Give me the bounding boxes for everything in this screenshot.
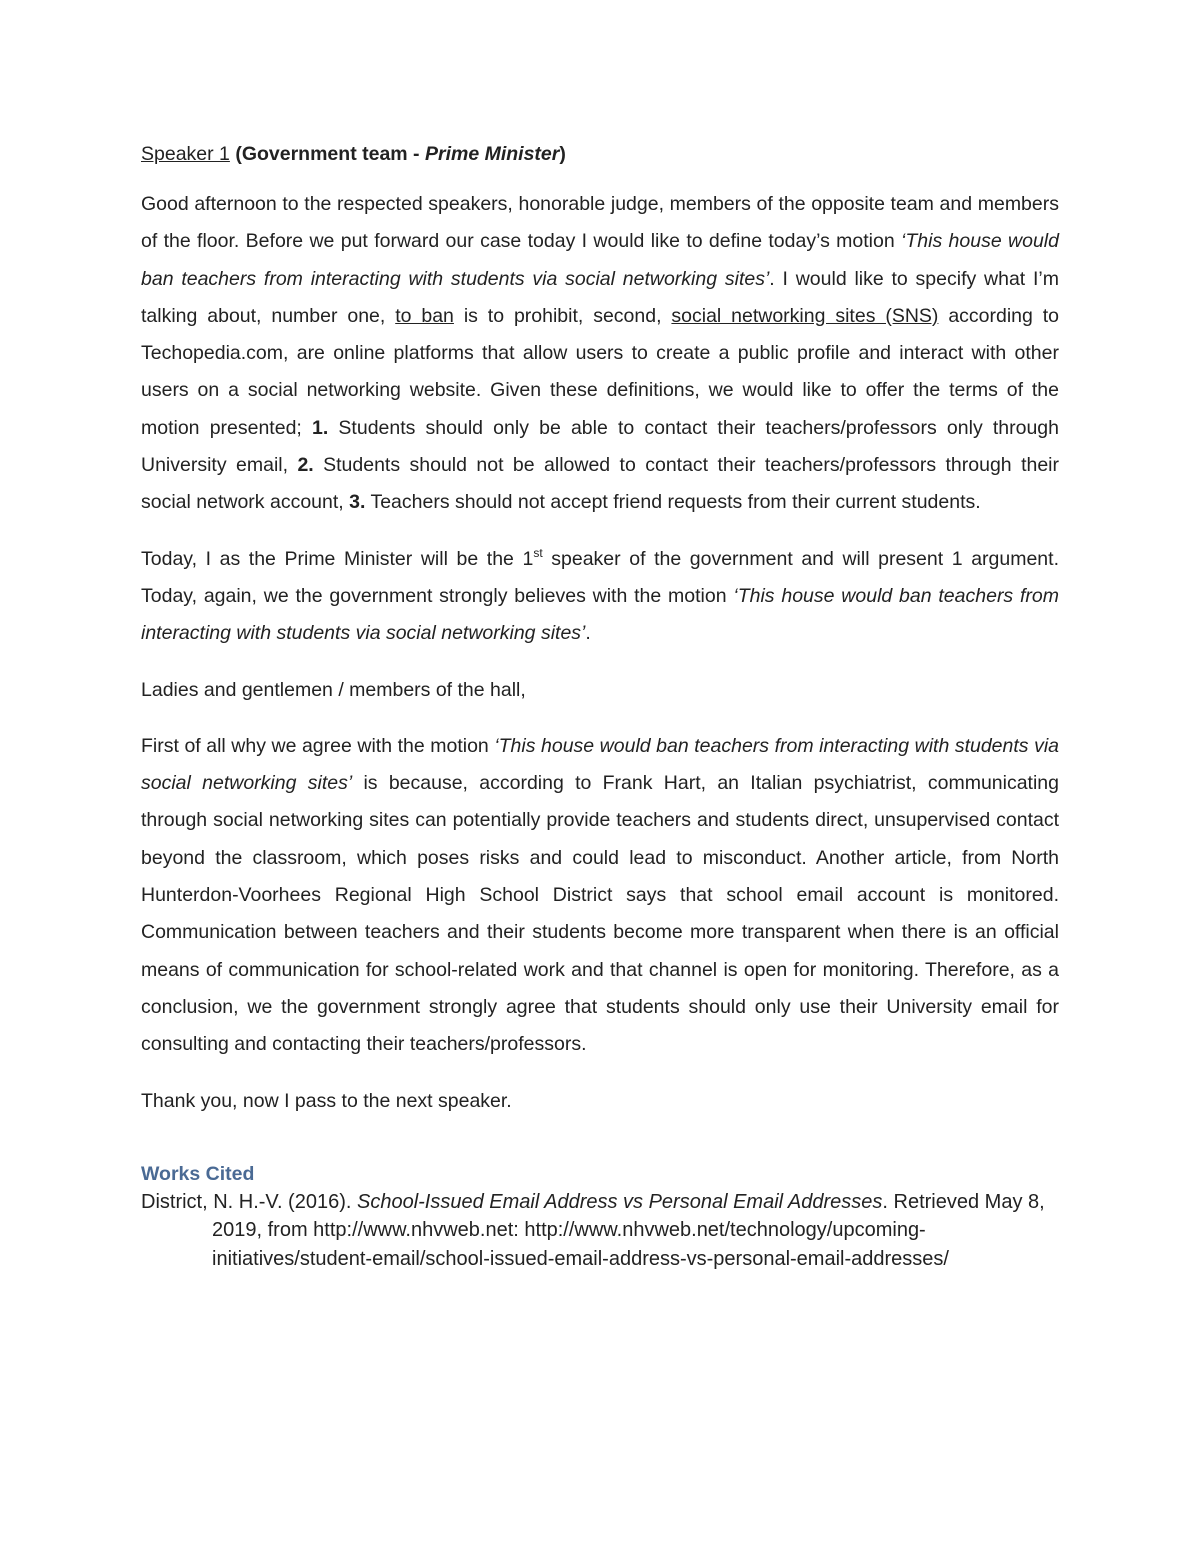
argument-paragraph: First of all why we agree with the motion ‘This house would ban teachers from interacting with students via social networking sites’ is because, according to Frank Hart, an Italian psychiatrist, communicating through social networking sites can potentially provide teachers and students direct, unsupervised contact beyond the classroom, which poses risks and could lead to misconduct. Another article, from North Hunterdon-Voorhees Regional High School District says that school email account is monitored. Communication between teachers and their students become more transparent when there is an official means of communication for school-related work and that channel is open for monitoring. Therefore, as a conclusion, we the government strongly agree that students should only use their University email for consulting and contacting their teachers/professors. <box>141 734 1060 1056</box>
motion-quote: ‘This house would ban teachers from interacting with students via social networking sites’ <box>141 584 1059 645</box>
address-paragraph: Ladies and gentlemen / members of the hall, <box>141 678 526 701</box>
speaker-label: Speaker 1 <box>141 143 230 165</box>
citation-entry: District, N. H.-V. (2016). School-Issued Email Address vs Personal Email Addresses. Retrieved May 8, 2019, from http://www.nhvweb.net: http://www.nhvweb.net/technology/upcoming-initiatives/student-email/school-issued-email-address-vs-personal-email-addresses/ <box>141 1190 1045 1270</box>
motion-quote: ‘This house would ban teachers from interacting with students via social networking sites’ <box>141 734 1060 795</box>
closing-paragraph: Thank you, now I pass to the next speaker. <box>141 1089 512 1112</box>
term-sns: social networking sites (SNS) <box>671 304 939 327</box>
citation-title: School-Issued Email Address vs Personal Email Addresses <box>356 1190 883 1213</box>
motion-quote: ‘This house would ban teachers from interacting with students via social networking sites’ <box>141 230 1059 290</box>
term-to-ban: to ban <box>395 304 454 327</box>
document-page <box>141 138 1059 1273</box>
works-cited-heading: Works Cited <box>141 1162 255 1185</box>
speaker-heading <box>141 138 1059 170</box>
role-paragraph: Today, I as the Prime Minister will be the 1st speaker of the government and will present 1 argument. Today, again, we the government strongly believes with the motion ‘This house would ban teachers from interacting with students via social networking sites’. <box>141 545 1059 645</box>
speaker-role: (Government team - Prime Minister) <box>235 143 566 165</box>
intro-paragraph: Good afternoon to the respected speakers, honorable judge, members of the opposite team and members of the floor. Before we put forward our case today I would like to define today’s motion ‘This house would ban teachers from interacting with students via social networking sites’. I would like to specify what I’m talking about, number one, to ban is to prohibit, second, social networking sites (SNS) according to Techopedia.com, are online platforms that allow users to create a public profile and interact with other users on a social networking website. Given these definitions, we would like to offer the terms of the motion presented; 1. Students should only be able to contact their teachers/professors only through University email, 2. Students should not be allowed to contact their teachers/professors through their social network account, 3. Teachers should not accept friend requests from their current students. <box>141 193 1060 514</box>
citation-retrieval: . Retrieved May 8, 2019, from http://www.nhvweb.net: http://www.nhvweb.net/technology/upcoming-initiatives/student-email/school-issued-email-address-vs-personal-email-addresses/ <box>212 1190 1045 1270</box>
